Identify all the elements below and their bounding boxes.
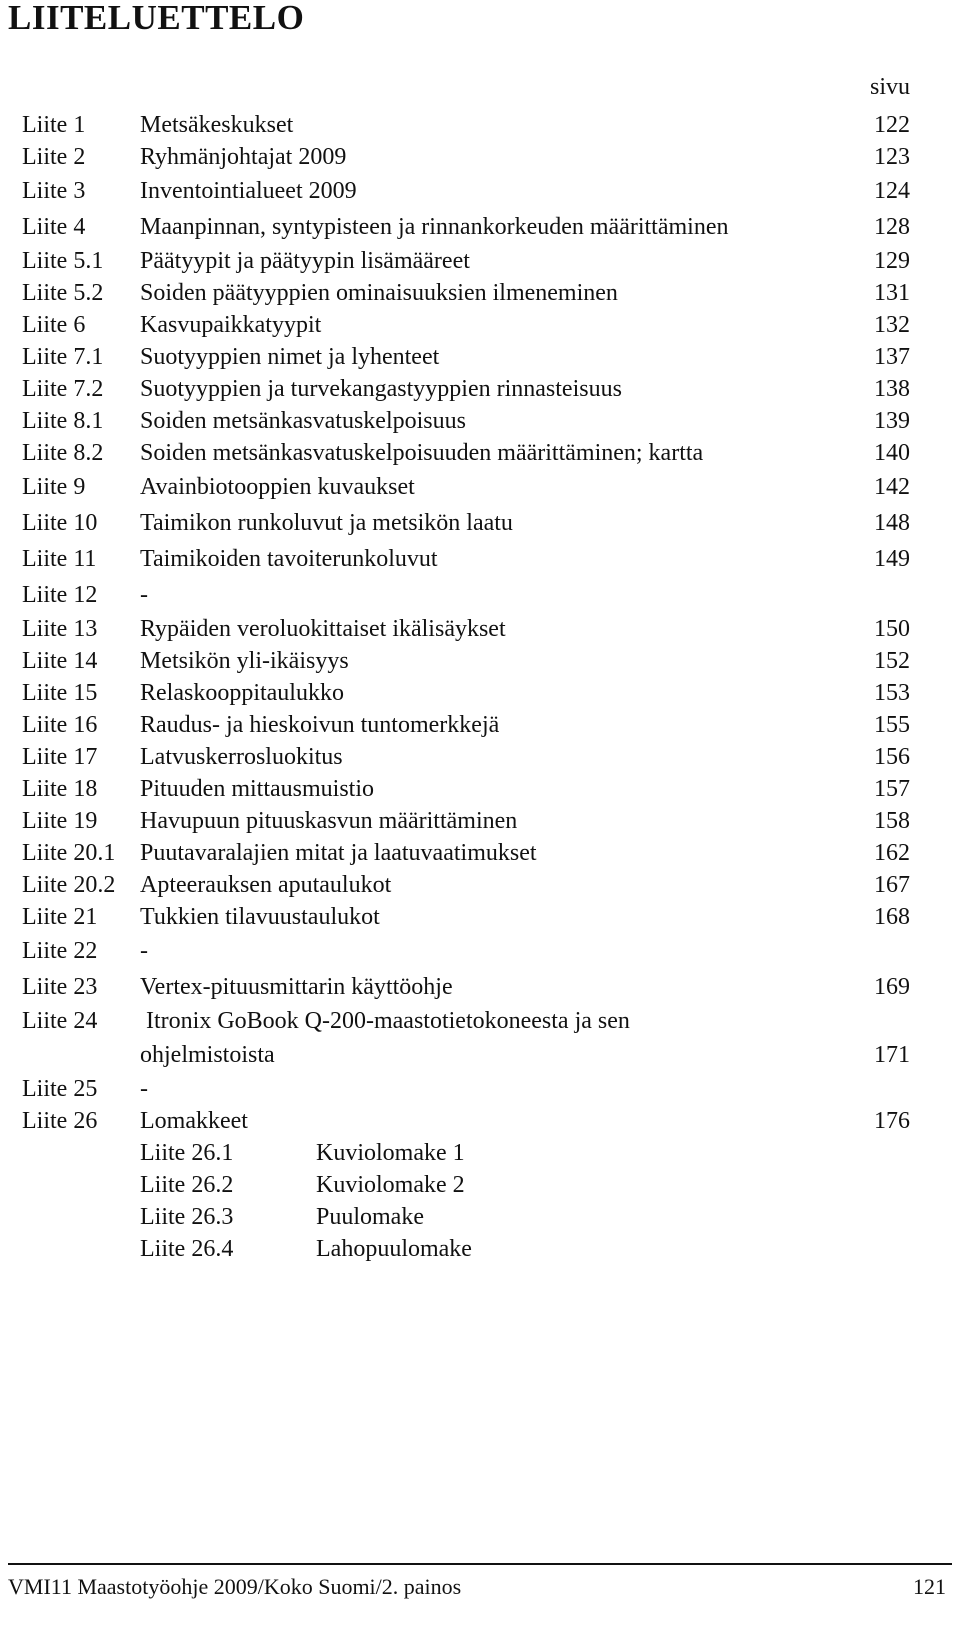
toc-entry-code: Liite 24 (22, 1008, 98, 1034)
toc-entry-code: Liite 5.2 (22, 280, 104, 306)
toc-entry-code: Liite 26 (22, 1108, 98, 1134)
toc-entry-page: 149 (874, 546, 910, 572)
toc-sub-entry-title: Puulomake (316, 1204, 424, 1230)
toc-sub-entry-code: Liite 26.4 (140, 1236, 234, 1262)
toc-sub-entry-title: Kuviolomake 1 (316, 1140, 465, 1166)
toc-entry-page: 150 (874, 616, 910, 642)
toc-entry-page: 168 (874, 904, 910, 930)
toc-entry-page: 128 (874, 214, 910, 240)
toc-entry-code: Liite 20.1 (22, 840, 116, 866)
toc-entry-code: Liite 22 (22, 938, 98, 964)
toc-entry-code: Liite 18 (22, 776, 98, 802)
page-column-header: sivu (869, 74, 910, 100)
toc-entry-title: Puutavaralajien mitat ja laatuvaatimukset (140, 840, 537, 866)
toc-entry-title: Soiden metsänkasvatuskelpoisuuden määrittäminen; kartta (140, 440, 704, 466)
toc-entry-title: Ryhmänjohtajat 2009 (140, 144, 347, 170)
toc-entry-page: 138 (874, 376, 910, 402)
toc-entry-title: Pituuden mittausmuistio (140, 776, 375, 802)
toc-entry-title: Suotyyppien nimet ja lyhenteet (140, 344, 440, 370)
toc-entry-page: 131 (874, 280, 910, 306)
toc-entry-page: 140 (874, 440, 910, 466)
toc-entry-title: Avainbiotooppien kuvaukset (140, 474, 415, 500)
toc-entry-page: 176 (874, 1108, 910, 1134)
toc-sub-entry-title: Lahopuulomake (316, 1236, 472, 1262)
toc-entry-title: Kasvupaikkatyypit (140, 312, 322, 338)
toc-entry-code: Liite 10 (22, 510, 98, 536)
toc-entry-code: Liite 3 (22, 178, 86, 204)
toc-entry-title: Soiden metsänkasvatuskelpoisuus (140, 408, 466, 434)
toc-entry-title: Soiden päätyyppien ominaisuuksien ilmeneminen (140, 280, 618, 306)
toc-entry-title: Päätyypit ja päätyypin lisämääreet (140, 248, 470, 274)
toc-entry-title: Taimikon runkoluvut ja metsikön laatu (140, 510, 513, 536)
toc-entry-code: Liite 1 (22, 112, 86, 138)
toc-entry-code: Liite 19 (22, 808, 98, 834)
toc-sub-entry-title: Kuviolomake 2 (316, 1172, 465, 1198)
toc-entry-code: Liite 21 (22, 904, 98, 930)
toc-entry-page: 122 (874, 112, 910, 138)
toc-entry-title: Vertex-pituusmittarin käyttöohje (140, 974, 453, 1000)
toc-entry-title: Suotyyppien ja turvekangastyyppien rinnasteisuus (140, 376, 622, 402)
toc-entry (0, 1006, 960, 1070)
toc-sub-entry-code: Liite 26.2 (140, 1172, 234, 1198)
toc-entry-title: Apteerauksen aputaulukot (140, 872, 392, 898)
footer-page-number: 121 (913, 1574, 946, 1599)
toc-entry-title-continued: ohjelmistoista (140, 1042, 275, 1068)
toc-entry-code: Liite 5.1 (22, 248, 104, 274)
toc-entry-title: - (140, 582, 148, 608)
toc-entry-title: Maanpinnan, syntypisteen ja rinnankorkeuden määrittäminen (140, 214, 729, 240)
toc-entry-code: Liite 4 (22, 214, 86, 240)
toc-entry-page: 124 (874, 178, 910, 204)
toc-entry-code: Liite 8.2 (22, 440, 104, 466)
toc-entry-page: 129 (874, 248, 910, 274)
toc-entry-page: 137 (874, 344, 910, 370)
toc-entry-code: Liite 11 (22, 546, 97, 572)
toc-entry-page: 157 (874, 776, 910, 802)
toc-entry-code: Liite 23 (22, 974, 98, 1000)
toc-sub-entry-code: Liite 26.1 (140, 1140, 234, 1166)
toc-entry-code: Liite 13 (22, 616, 98, 642)
toc-entry-page: 171 (874, 1042, 910, 1068)
toc-entry-code: Liite 9 (22, 474, 86, 500)
toc-entry-title: Metsikön yli-ikäisyys (140, 648, 349, 674)
toc-entry-page: 158 (874, 808, 910, 834)
toc-sub-entry-code: Liite 26.3 (140, 1204, 234, 1230)
toc-entry-code: Liite 17 (22, 744, 98, 770)
toc-entry-code: Liite 2 (22, 144, 86, 170)
toc-entry-page: 132 (874, 312, 910, 338)
toc-entry-code: Liite 12 (22, 582, 98, 608)
toc-entry-code: Liite 16 (22, 712, 98, 738)
toc-entry-page: 169 (874, 974, 910, 1000)
toc-entry-code: Liite 25 (22, 1076, 98, 1102)
toc-entry-page: 123 (874, 144, 910, 170)
toc-entry-page: 155 (874, 712, 910, 738)
footer-divider (8, 1563, 952, 1565)
toc-entry-code: Liite 20.2 (22, 872, 116, 898)
toc-entry-code: Liite 14 (22, 648, 98, 674)
toc-entry-page: 142 (874, 474, 910, 500)
toc-entry-title: Lomakkeet (140, 1108, 248, 1134)
toc-entry-title: - (140, 1076, 148, 1102)
toc-entry-code: Liite 7.2 (22, 376, 104, 402)
toc-entry-page: 153 (874, 680, 910, 706)
toc-entry-title: Latvuskerrosluokitus (140, 744, 343, 770)
toc-entry-title: Inventointialueet 2009 (140, 178, 357, 204)
toc-entry-title: Itronix GoBook Q-200-maastotietokoneesta ja sen (140, 1008, 630, 1034)
toc-entry-code: Liite 8.1 (22, 408, 104, 434)
toc-entry-code: Liite 6 (22, 312, 86, 338)
toc-entry-code: Liite 15 (22, 680, 98, 706)
toc-entry-page: 139 (874, 408, 910, 434)
toc-entry-title: Relaskooppitaulukko (140, 680, 344, 706)
toc-entry-code: Liite 7.1 (22, 344, 104, 370)
toc-entry-page: 152 (874, 648, 910, 674)
toc-entry-title: Tukkien tilavuustaulukot (140, 904, 380, 930)
toc-entry-title: Taimikoiden tavoiterunkoluvut (140, 546, 438, 572)
toc-entry-page: 167 (874, 872, 910, 898)
toc-entry-title: Metsäkeskukset (140, 112, 294, 138)
page-title: LIITELUETTELO (8, 0, 305, 37)
toc-entry-page: 148 (874, 510, 910, 536)
toc-entry-title: Havupuun pituuskasvun määrittäminen (140, 808, 518, 834)
footer-text: VMI11 Maastotyöohje 2009/Koko Suomi/2. painos (8, 1574, 462, 1599)
toc-entry-title: Rypäiden veroluokittaiset ikälisäykset (140, 616, 506, 642)
toc-entry-page: 156 (874, 744, 910, 770)
toc-entry-title: - (140, 938, 148, 964)
toc-entry-title: Raudus- ja hieskoivun tuntomerkkejä (140, 712, 500, 738)
toc-entry-page: 162 (874, 840, 910, 866)
